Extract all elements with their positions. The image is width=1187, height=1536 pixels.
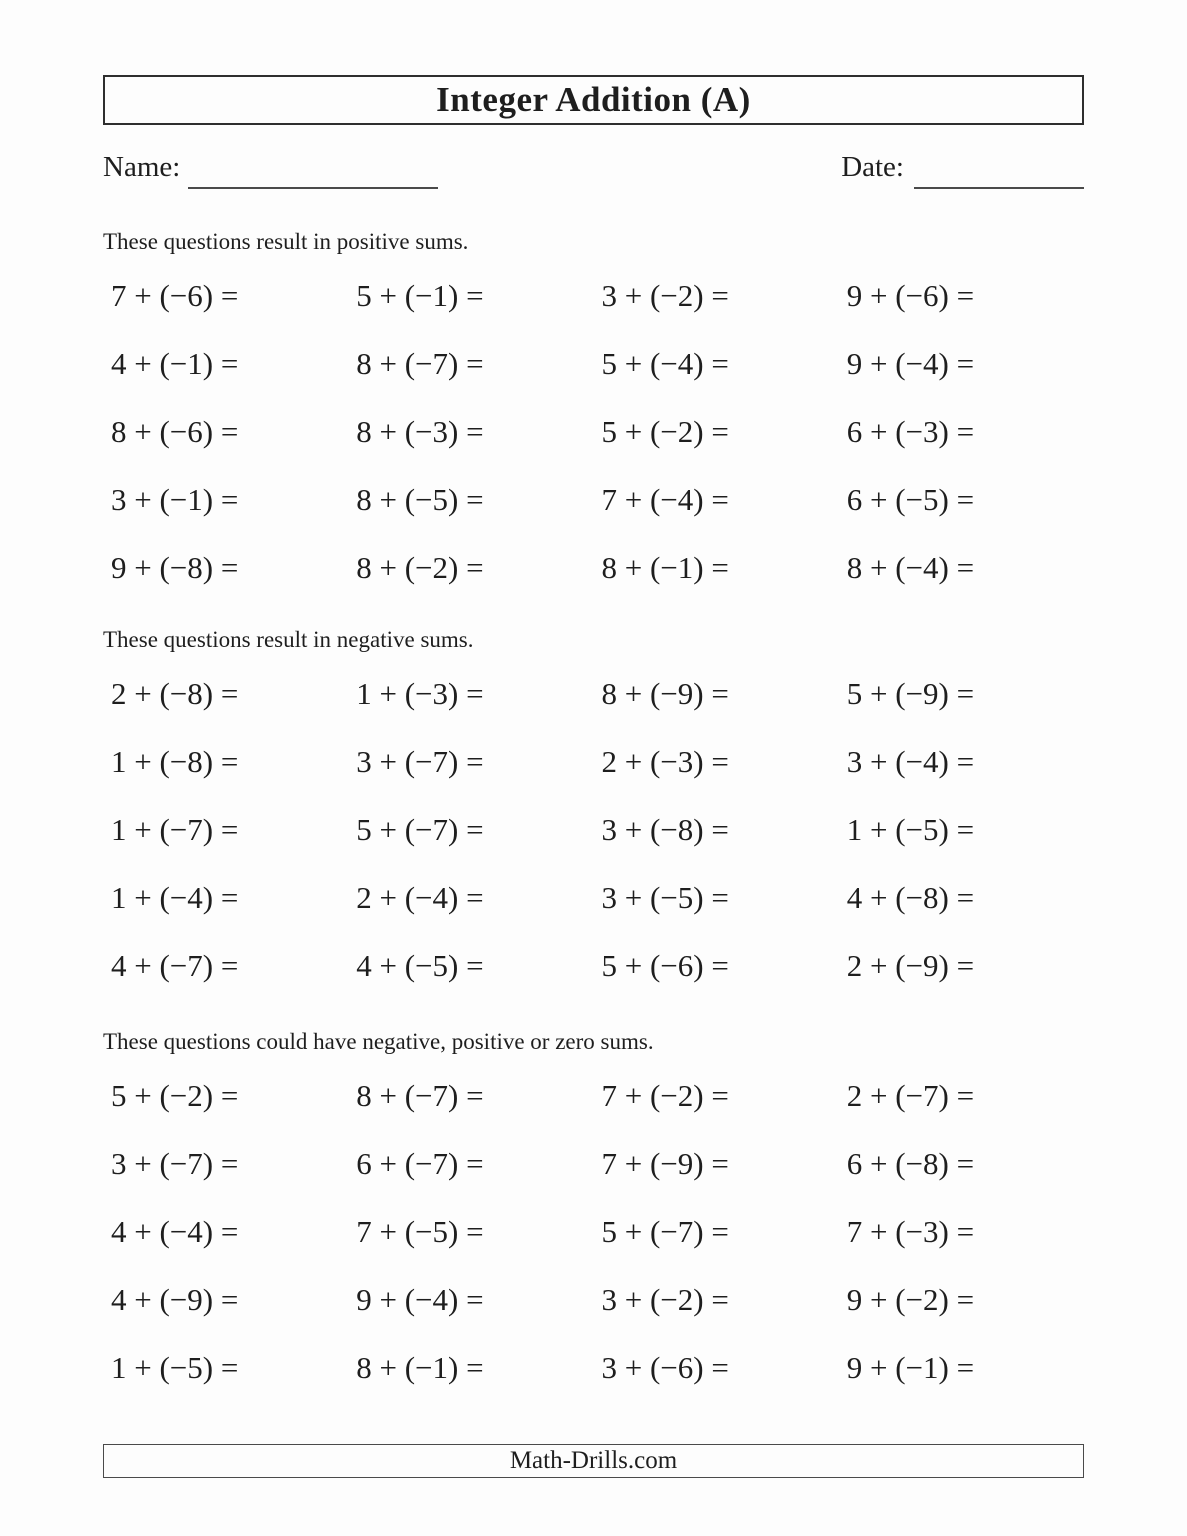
problem: 1 + (−5) =: [846, 812, 975, 847]
problem: 8 + (−6) =: [111, 414, 239, 449]
problem: 5 + (−9) =: [846, 676, 975, 711]
problem: 5 + (−2) =: [111, 1078, 239, 1113]
problem: 9 + (−8) =: [111, 550, 239, 585]
problem: 1 + (−3) =: [356, 676, 484, 711]
problem: 2 + (−3) =: [601, 744, 729, 779]
problem: 2 + (−7) =: [846, 1078, 975, 1113]
problem: 7 + (−6) =: [111, 278, 239, 313]
problem: 3 + (−7) =: [356, 744, 484, 779]
title-box: [103, 75, 1084, 125]
problem: 4 + (−4) =: [111, 1214, 239, 1249]
problem: 2 + (−8) =: [111, 676, 239, 711]
name-date-row: [103, 147, 1084, 189]
problem: 5 + (−7) =: [356, 812, 484, 847]
problem: 9 + (−4) =: [356, 1282, 484, 1317]
problem: 8 + (−9) =: [601, 676, 729, 711]
problem: 4 + (−1) =: [111, 346, 239, 381]
problem: 1 + (−8) =: [111, 744, 239, 779]
problem: 4 + (−8) =: [846, 880, 975, 915]
problem: 3 + (−8) =: [601, 812, 729, 847]
worksheet-content: [103, 0, 1084, 1478]
problem: 1 + (−7) =: [111, 812, 239, 847]
problem: 4 + (−7) =: [111, 948, 239, 983]
section-2-problem-grid: [103, 660, 1084, 1000]
footer-box: [103, 1444, 1084, 1478]
problem: 8 + (−2) =: [356, 550, 484, 585]
problem: 8 + (−7) =: [356, 346, 484, 381]
problem: 7 + (−5) =: [356, 1214, 484, 1249]
problem: 5 + (−1) =: [356, 278, 484, 313]
problem: 6 + (−8) =: [846, 1146, 975, 1181]
problem: 6 + (−5) =: [846, 482, 975, 517]
section-2-instruction: These questions result in negative sums.: [103, 627, 474, 652]
problem: 9 + (−2) =: [846, 1282, 975, 1317]
problem: 5 + (−2) =: [601, 414, 729, 449]
problem: 3 + (−5) =: [601, 880, 729, 915]
problem: 7 + (−9) =: [601, 1146, 729, 1181]
problem: 9 + (−1) =: [846, 1350, 975, 1385]
problem: 1 + (−5) =: [111, 1350, 239, 1385]
name-fill-line: [188, 179, 438, 189]
problem: 3 + (−1) =: [111, 482, 239, 517]
problem: 8 + (−4) =: [846, 550, 975, 585]
date-label: Date:: [841, 151, 904, 184]
problem: 3 + (−7) =: [111, 1146, 239, 1181]
section-3-problem-grid: [103, 1062, 1084, 1402]
problem: 8 + (−1) =: [601, 550, 729, 585]
problem: 6 + (−7) =: [356, 1146, 484, 1181]
problem: 5 + (−4) =: [601, 346, 729, 381]
problem: 5 + (−6) =: [601, 948, 729, 983]
problem: 4 + (−5) =: [356, 948, 484, 983]
problem: 8 + (−1) =: [356, 1350, 484, 1385]
problem: 6 + (−3) =: [846, 414, 975, 449]
worksheet-title: Integer Addition (A): [436, 80, 751, 119]
problem: 9 + (−6) =: [846, 278, 975, 313]
problem: 8 + (−5) =: [356, 482, 484, 517]
problem: 7 + (−2) =: [601, 1078, 729, 1113]
problem: 9 + (−4) =: [846, 346, 975, 381]
problem: 3 + (−4) =: [846, 744, 975, 779]
problem: 2 + (−9) =: [846, 948, 975, 983]
problem: 3 + (−2) =: [601, 1282, 729, 1317]
footer-brand: Math-Drills.com: [509, 1447, 678, 1474]
problem: 7 + (−4) =: [601, 482, 729, 517]
problem: 8 + (−7) =: [356, 1078, 484, 1113]
section-1-instruction: These questions result in positive sums.: [103, 229, 469, 254]
name-label: Name:: [103, 151, 181, 184]
problem: 3 + (−2) =: [601, 278, 729, 313]
problem: 2 + (−4) =: [356, 880, 484, 915]
date-fill-line: [914, 179, 1084, 189]
problem: 1 + (−4) =: [111, 880, 239, 915]
section-3-instruction: These questions could have negative, positive or zero sums.: [103, 1029, 654, 1054]
problem: 4 + (−9) =: [111, 1282, 239, 1317]
problem: 7 + (−3) =: [846, 1214, 975, 1249]
section-1-problem-grid: [103, 262, 1084, 602]
problem: 3 + (−6) =: [601, 1350, 729, 1385]
problem: 8 + (−3) =: [356, 414, 484, 449]
problem: 5 + (−7) =: [601, 1214, 729, 1249]
